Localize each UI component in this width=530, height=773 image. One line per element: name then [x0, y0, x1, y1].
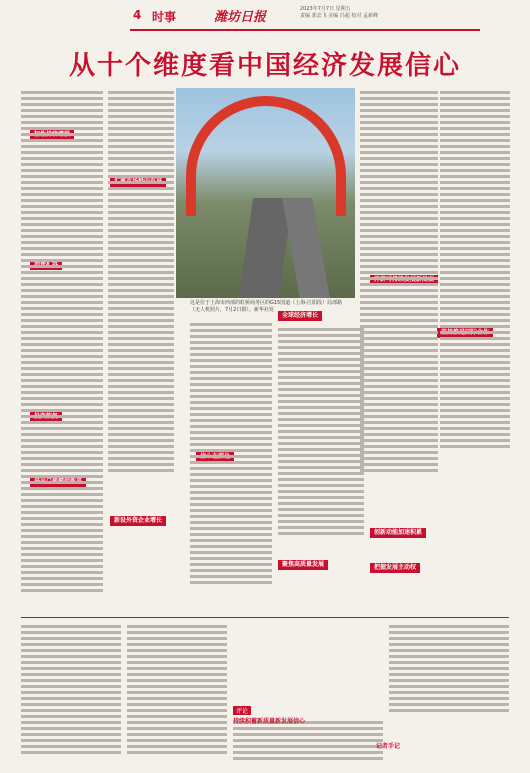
- editors-line: 责编 郭忠飞 美编 冯超 校对 孟新峰: [300, 13, 378, 19]
- issue-date: 2023年7月7日 星期五: [300, 6, 351, 12]
- dateline: [300, 6, 378, 20]
- commentary-tag: 评论: [233, 706, 251, 715]
- lower-column-4: [389, 622, 509, 762]
- page-headline: 从十个维度看中国经济发展信心: [68, 51, 461, 81]
- news-photo: [176, 88, 355, 298]
- masthead-rule: [130, 29, 480, 31]
- article-column-6: [440, 88, 510, 613]
- article-column-4: [278, 325, 364, 555]
- article-column-3: [190, 320, 272, 612]
- masthead: [0, 0, 530, 40]
- newspaper-logo: 潍坊日报: [214, 10, 267, 25]
- subhead-8: 全球经济增长: [278, 311, 322, 321]
- photo-caption: 这是位于上海市西部的虹桥商务区的G15国道（上海-江阳段）局部路（无人机照片，7月2日摄）。新华社发: [190, 300, 343, 313]
- page-number: 4: [133, 8, 142, 22]
- section-name: 时事: [152, 10, 177, 24]
- reporter-note-tag: 记者手记: [376, 743, 401, 750]
- subhead-12: 聚焦高质量发展: [278, 560, 328, 570]
- lower-column-1: [21, 622, 121, 762]
- subhead-6: 新设外资企业增长: [110, 516, 166, 526]
- subhead-13: 把握发展主动权: [370, 563, 420, 573]
- article-column-1: [21, 88, 103, 613]
- lower-section: [21, 617, 509, 764]
- article-column-2: [108, 88, 174, 613]
- lower-column-2: [127, 622, 227, 762]
- article-column-5: [360, 88, 438, 613]
- subhead-10: 创新动能加速积累: [370, 528, 426, 538]
- commentary-title: 持续积蓄新质量新发展信心: [233, 718, 306, 725]
